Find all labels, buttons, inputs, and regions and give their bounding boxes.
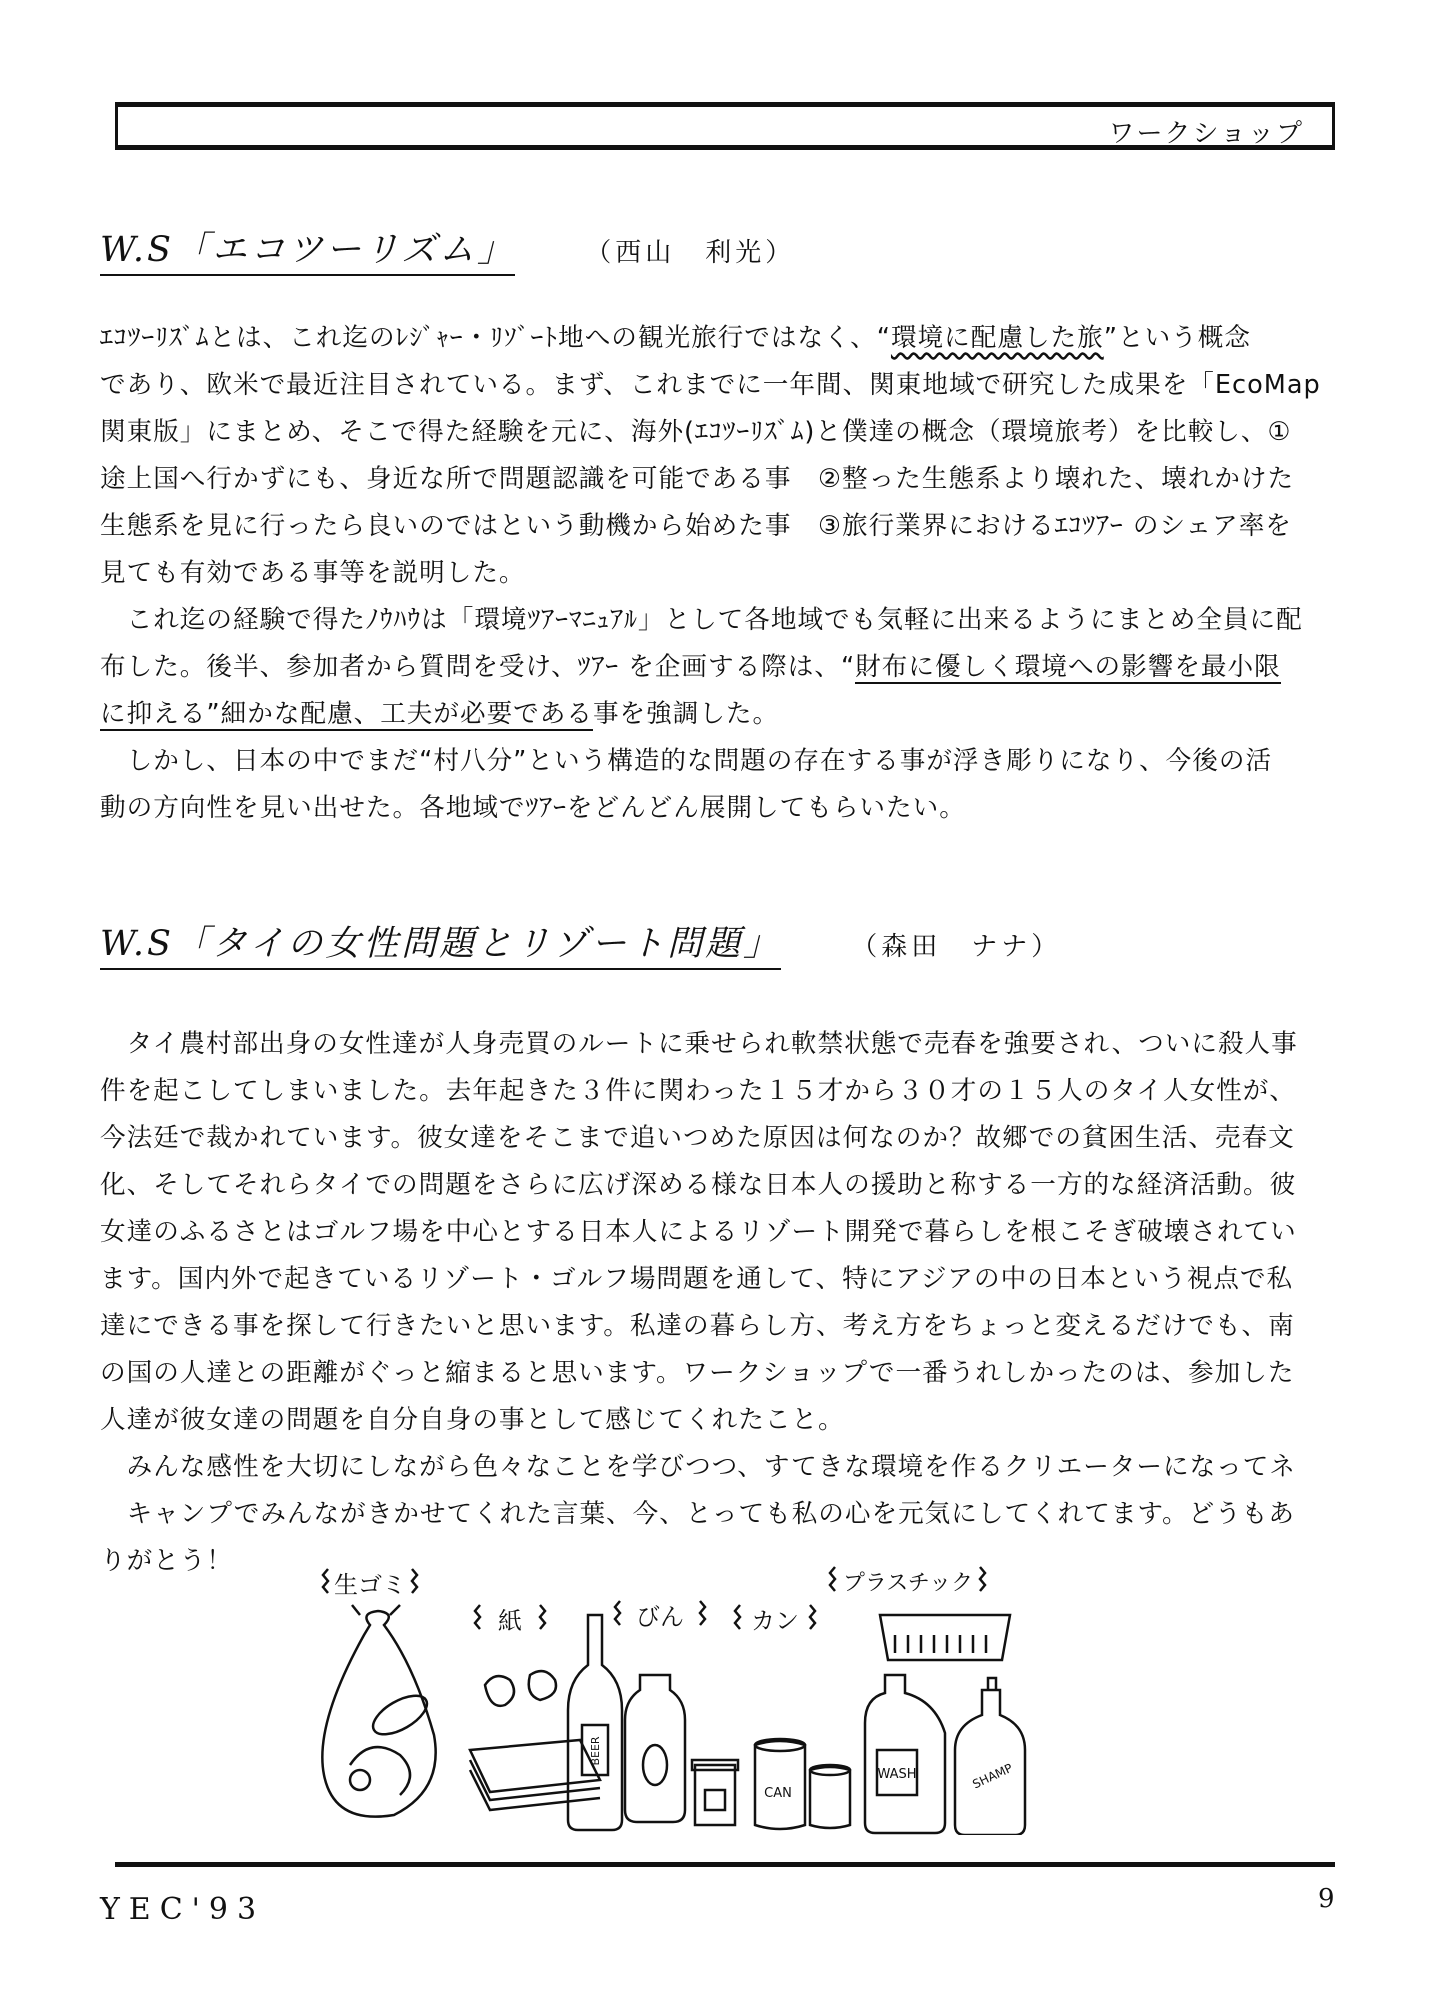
detergent-bottle-drawing (865, 1675, 945, 1833)
line-text: タイ農村部出身の女性達が人身売買のルートに乗せられ軟禁状態で売春を強要され、ついに殺人事 (100, 1029, 1298, 1059)
label-plastic-text: プラスチック (842, 1571, 974, 1596)
line-text: 途上国へ行かずにも、身近な所で問題認識を可能である事 ②整った生態系より壊れた、壊れかけた (100, 464, 1295, 494)
body-line (100, 315, 1350, 362)
section2-author: （森田 ナナ） (851, 932, 1062, 962)
line-text: 関東版」にまとめ、そこで得た経験を元に、海外(ｴｺﾂｰﾘｽﾞﾑ)と僕達の概念（環境旅考）を比較し、① (100, 417, 1292, 447)
body-line (100, 1491, 1350, 1538)
line-text: これ迄の経験で得たﾉｳﾊｳは「環境ﾂｱｰﾏﾆｭｱﾙ」として各地域でも気軽に出来るようにまとめ全員に配 (100, 605, 1303, 635)
body-line (100, 691, 1350, 738)
line-text: 布した。後半、参加者から質問を受け、ﾂｱｰ を企画する際は、“ (100, 652, 856, 682)
line-text: 事を強調した。 (592, 699, 780, 729)
body-line (100, 503, 1350, 550)
bottle-jar-drawing (625, 1675, 738, 1825)
garbage-bag-drawing (322, 1605, 435, 1817)
label-bottles (615, 1601, 705, 1631)
line-text: 動の方向性を見い出せた。各地域でﾂｱｰをどんどん展開してもらいたい。 (100, 793, 966, 823)
label-paper-text: 紙 (498, 1607, 522, 1635)
line-text: 人達が彼女達の問題を自分自身の事として感じてくれたこと。 (100, 1405, 845, 1435)
label-cans (735, 1605, 815, 1635)
page-number: 9 (1318, 1884, 1335, 1914)
line-text: 達にできる事を探して行きたいと思います。私達の暮らし方、考え方をちょっと変えるだけでも、南 (100, 1311, 1295, 1341)
label-plastic (830, 1567, 985, 1596)
recycling-illustration (320, 1565, 1080, 1835)
body-line (100, 1350, 1350, 1397)
cans-drawing (755, 1739, 850, 1829)
line-text: 化、そしてそれらタイでの問題をさらに広げ深める様な日本人の援助と称する一方的な経済活動。彼 (100, 1170, 1297, 1200)
section1-title: W.S「エコツーリズム」 (100, 222, 515, 276)
footer-rule (115, 1862, 1335, 1867)
beer-text: BEER (589, 1736, 602, 1766)
label-garbage-text: 生ゴミ (334, 1571, 406, 1599)
line-text: 件を起こしてしまいました。去年起きた３件に関わった１５才から３０才の１５人のタイ人女性が、 (100, 1076, 1296, 1106)
line-text: みんな感性を大切にしながら色々なことを学びつつ、すてきな環境を作るクリエーターになってネ (100, 1452, 1296, 1482)
body-line (100, 550, 1350, 597)
body-line (100, 409, 1350, 456)
line-text: 生態系を見に行ったら良いのではという動機から始めた事 ③旅行業界におけるｴｺﾂｱｰ のシェア率を (100, 511, 1292, 541)
body-line (100, 1256, 1350, 1303)
section2-heading (100, 916, 1061, 970)
body-line (100, 1397, 1350, 1444)
body-line (100, 1209, 1350, 1256)
body-line (100, 1162, 1350, 1209)
emphasis-text: 財布に優しく環境への影響を最小限 (855, 652, 1281, 682)
body-line (100, 644, 1350, 691)
body-line (100, 1068, 1350, 1115)
line-text: 今法廷で裁かれています。彼女達をそこまで追いつめた原因は何なのか？故郷での貧困生活、売春文 (100, 1123, 1295, 1153)
label-bottles-text: びん (636, 1603, 684, 1631)
body-line (100, 1115, 1350, 1162)
body-line (100, 785, 1350, 832)
line-text: りがとう！ (100, 1546, 233, 1576)
line-text: であり、欧米で最近注目されている。まず、これまでに一年間、関東地域で研究した成果を「EcoMap (100, 370, 1321, 400)
body-line (100, 597, 1350, 644)
label-paper (475, 1605, 545, 1635)
body-line (100, 1303, 1350, 1350)
line-text: の国の人達との距離がぐっと縮まると思います。ワークショップで一番うれしかったのは、参加した (100, 1358, 1295, 1388)
paper-stack-drawing (470, 1671, 600, 1810)
line-text: キャンプでみんながきかせてくれた言葉、今、とっても私の心を元気にしてくれてます。どうもあ (100, 1499, 1295, 1529)
section1-body (100, 315, 1350, 832)
line-text: ”という概念 (1103, 323, 1251, 353)
body-line (100, 456, 1350, 503)
footer-issue: YEC'93 (100, 1892, 266, 1927)
section1-author: （西山 利光） (585, 238, 796, 268)
shampoo-text: SHAMP (970, 1760, 1015, 1792)
emphasis-text: 環境に配慮した旅 (890, 323, 1104, 353)
plastic-tray-drawing (880, 1615, 1010, 1660)
line-text: 女達のふるさとはゴルフ場を中心とする日本人によるリゾート開発で暮らしを根こそぎ破壊されてい (100, 1217, 1297, 1247)
line-text: 見ても有効である事等を説明した。 (100, 558, 526, 588)
line-text: しかし、日本の中でまだ“村八分”という構造的な問題の存在する事が浮き彫りになり、今後の活 (100, 746, 1273, 776)
label-garbage (323, 1569, 417, 1599)
section2-body (100, 1021, 1350, 1585)
emphasis-text: に抑える”細かな配慮、工夫が必要である (100, 699, 593, 729)
line-text: ｴｺﾂｰﾘｽﾞﾑとは、これ迄のﾚｼﾞｬｰ・ﾘｿﾞｰﾄ地への観光旅行ではなく、“ (100, 323, 891, 353)
body-line (100, 362, 1350, 409)
section2-title: W.S「タイの女性問題とリゾート問題」 (100, 916, 781, 970)
wash-text: WASH (877, 1767, 917, 1782)
line-text: ます。国内外で起きているリゾート・ゴルフ場問題を通して、特にアジアの中の日本という視点で私 (100, 1264, 1294, 1294)
body-line (100, 738, 1350, 785)
body-line (100, 1444, 1350, 1491)
shampoo-bottle-drawing (955, 1678, 1025, 1835)
body-line (100, 1021, 1350, 1068)
section1-heading (100, 222, 795, 276)
can-text: CAN (764, 1786, 792, 1801)
label-cans-text: カン (751, 1607, 799, 1635)
header-box (115, 102, 1335, 150)
header-label: ワークショップ (1108, 119, 1304, 149)
